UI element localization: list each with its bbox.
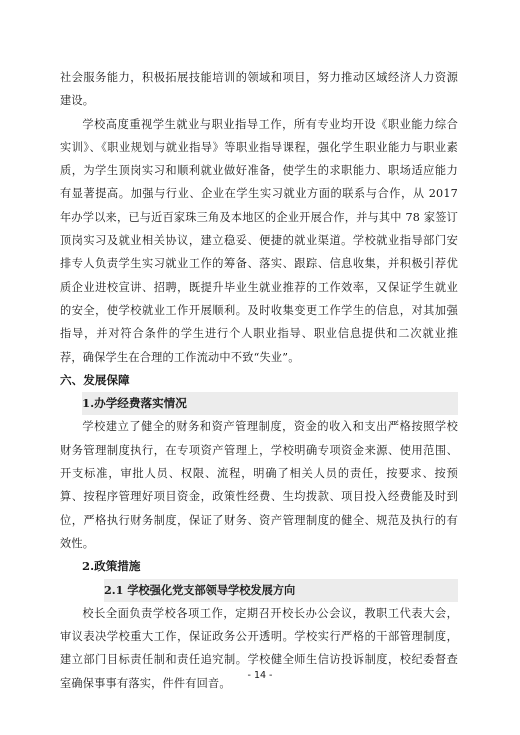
section-heading-development-guarantee: 六、发展保障 (60, 372, 130, 387)
paragraph-employment-guidance: 学校高度重视学生就业与职业指导工作，所有专业均开设《职业能力综合实训》、《职业规划与就业指导》等职业指导课程，强化学生职业能力与职业素质，为学生顶岗实习和顺利就业做好准备，使学生的求职能力、职场适应能力有显著提高。加强与行业、企业在学生实习就业方面的联系与合作，从 2017 年办学以来，已与近百家珠三角及本地区的企业开展合作，并与其中 78 家签订顶岗实习及就业相关协议，建立稳妥、便捷的就业渠道。学校就业指导部门安排专人负责学生实习就业工作的筹备、落实、跟踪、信息收集，并积极引荐优质企业进校宣讲、招聘，既提升毕业生就业推荐的工作效率，又保证学生就业的安全，使学校就业工作开展顺利。及时收集变更工作学生的信息，对其加强指导，并对符合条件的学生进行个人职业指导、职业信息提供和二次就业推荐，确保学生在合理的工作流动中不致“失业”。 (60, 117, 458, 364)
subsubsection-heading-party-leadership: 2.1 学校强化党支部领导学校发展方向 (104, 579, 458, 602)
paragraph-finance-management: 学校建立了健全的财务和资产管理制度，资金的收入和支出严格按照学校财务管理制度执行，在专项资产管理上，学校明确专项资金来源、使用范围、开支标准，审批人员、权限、流程，明确了相关人员的责任，按要求、按预算、按程序管理好项目资金，政策性经费、生均拨款、项目投入经费能及时到位，严格执行财务制度，保证了财务、资产管理制度的健全、规范及执行的有效性。 (60, 420, 458, 550)
paragraph-principal-responsibility: 校长全面负责学校各项工作，定期召开校长办公会议，教职工代表大会，审议表决学校重大工作，保证政务公开透明。学校实行严格的干部管理制度，建立部门目标责任制和责任追究制。学校健全师生信访投诉制度，校纪委督查室确保事事有落实，件件有回音。 (60, 606, 458, 690)
subsection-heading-funding: 1.办学经费落实情况 (82, 392, 458, 415)
page-number: - 14 - (247, 670, 273, 681)
page-content (60, 66, 458, 695)
paragraph-continued: 社会服务能力，积极拓展技能培训的领域和项目，努力推动区域经济人力资源建设。 (60, 71, 458, 108)
subsection-heading-policy-measures: 2.政策措施 (82, 559, 141, 574)
